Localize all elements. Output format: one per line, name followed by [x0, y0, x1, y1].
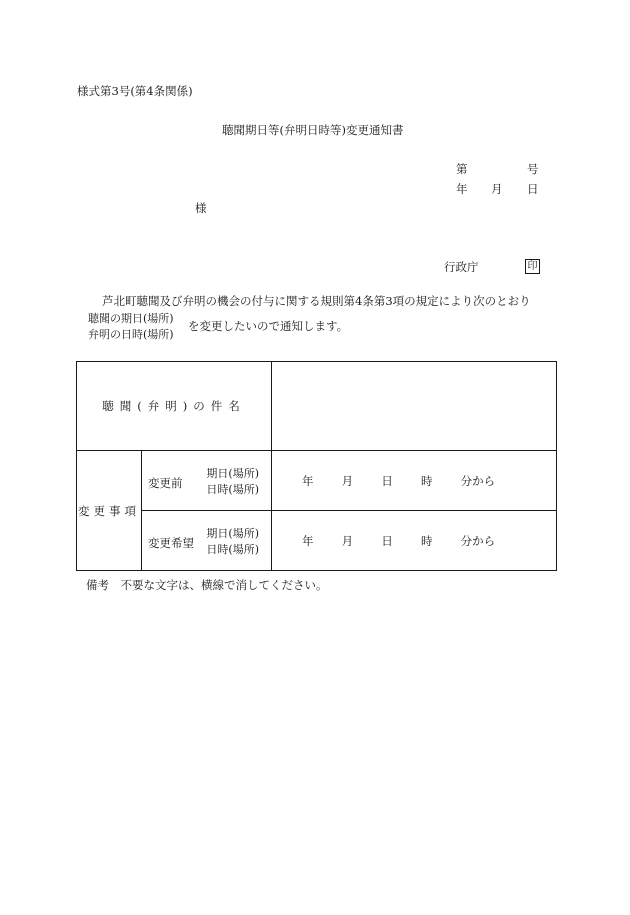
- datetime-requested: [272, 511, 557, 571]
- remark-note: 備考 不要な文字は、横線で消してください。: [86, 578, 328, 592]
- subject-value-cell: [272, 362, 557, 451]
- body-text-tail: を変更したいので通知します。: [188, 319, 349, 333]
- issuer-label: 行政庁: [444, 260, 479, 274]
- datetime-before: [272, 451, 557, 511]
- addressee-suffix: 様: [195, 201, 207, 215]
- body-text-line1: 芦北町聴聞及び弁明の機会の付与に関する規則第4条第3項の規定により次のとおり: [102, 294, 531, 308]
- notice-table: [76, 361, 557, 571]
- change-kind-requested: 変更希望: [148, 536, 194, 550]
- number-prefix: 第: [456, 162, 468, 176]
- unit-year: 年: [302, 473, 314, 488]
- unit-day: 日: [381, 533, 393, 548]
- unit-day: 日: [381, 473, 393, 488]
- unit-month: 月: [341, 533, 354, 548]
- unit-month: 月: [341, 473, 354, 488]
- unit-minute-from: 分から: [460, 473, 496, 488]
- table-row-subject: [77, 362, 557, 451]
- table-row-requested: [77, 511, 557, 571]
- change-before-cell: [142, 451, 272, 511]
- change-requested-line1: 期日(場所): [206, 527, 260, 540]
- change-before-line1: 期日(場所): [206, 467, 260, 480]
- body-option-hearing: 聴聞の期日(場所): [88, 312, 174, 325]
- unit-hour: 時: [420, 473, 433, 488]
- subject-label: 聴聞(弁明)の件名: [77, 362, 272, 451]
- unit-minute-from: 分から: [460, 533, 496, 548]
- number-suffix: 号: [527, 162, 539, 176]
- table-row-before: [77, 451, 557, 511]
- form-number: 様式第3号(第4条関係): [77, 84, 193, 98]
- document-title: 聴聞期日等(弁明日時等)変更通知書: [222, 123, 404, 137]
- date-year: 年: [456, 182, 468, 196]
- date-day: 日: [527, 182, 539, 196]
- change-requested-cell: [142, 511, 272, 571]
- unit-hour: 時: [420, 533, 433, 548]
- change-items-label: 変更事項: [77, 451, 142, 571]
- change-requested-line2: 日時(場所): [206, 543, 260, 556]
- seal-stamp: 印: [525, 259, 540, 274]
- change-kind-before: 変更前: [148, 476, 183, 490]
- body-option-explanation: 弁明の日時(場所): [88, 328, 174, 341]
- unit-year: 年: [302, 533, 314, 548]
- change-before-line2: 日時(場所): [206, 483, 260, 496]
- date-month: 月: [491, 182, 503, 196]
